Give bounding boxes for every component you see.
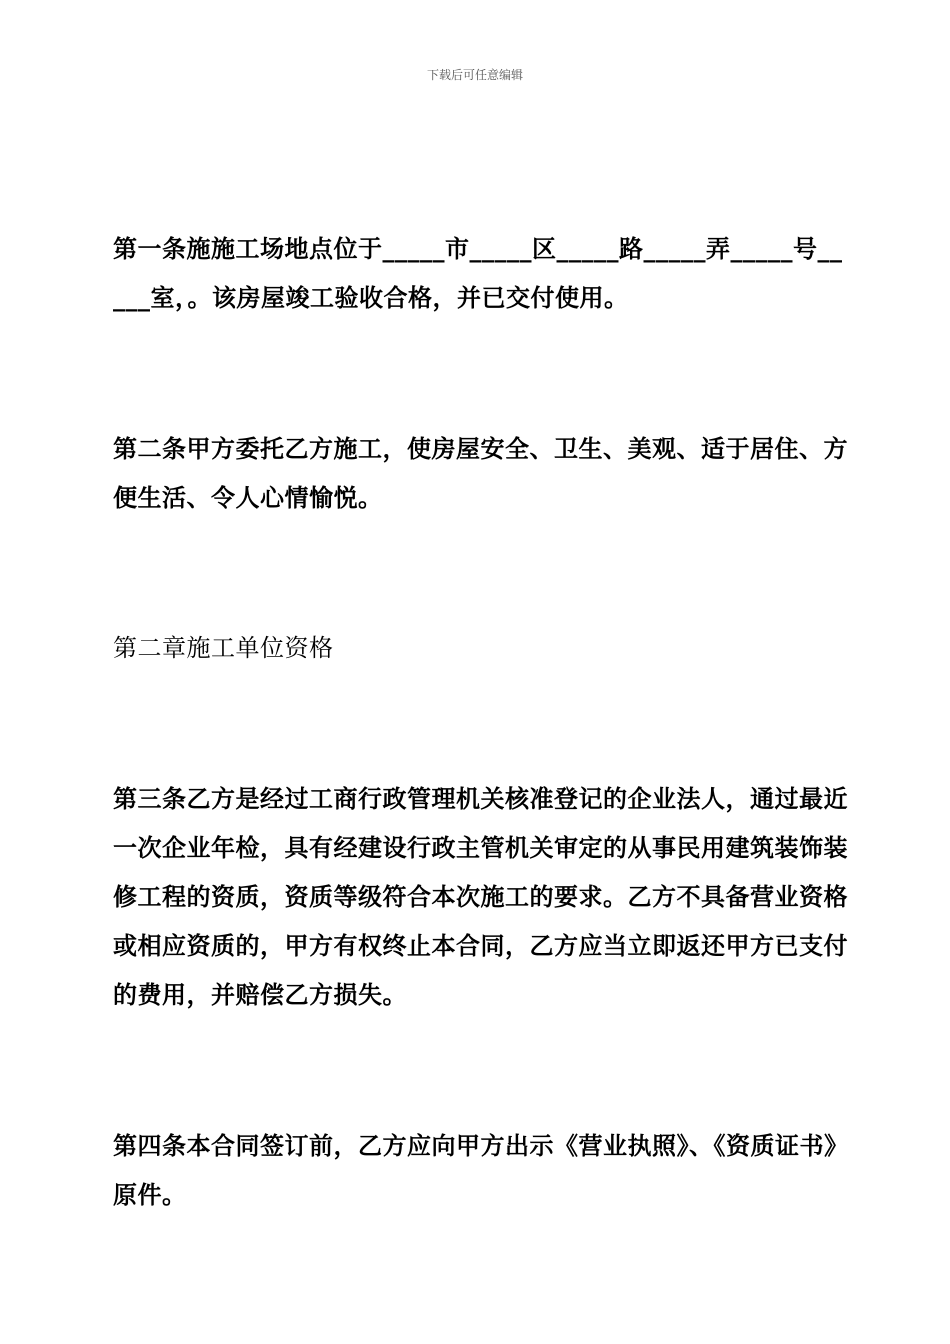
article-3-paragraph: 第三条乙方是经过工商行政管理机关核准登记的企业法人，通过最近一次企业年检，具有经建设行政主管机关审定的从事民用建筑装饰装修工程的资质，资质等级符合本次施工的要求。乙方不具备营业资格或相应资质的，甲方有权终止本合同，乙方应当立即返还甲方已支付的费用，并赔偿乙方损失。 [113,784,848,1009]
article-2-paragraph: 第二条甲方委托乙方施工，使房屋安全、卫生、美观、适于居住、方便生活、令人心情愉悦。 [113,434,848,512]
chapter-2-heading: 第二章施工单位资格 [113,634,334,662]
header-note: 下载后可任意编辑 [426,68,523,82]
article-1-paragraph: 第一条施施工场地点位于_____市_____区_____路_____弄_____号_____室，。该房屋竣工验收合格，并已交付使用。 [113,234,843,312]
article-4-paragraph: 第四条本合同签订前，乙方应向甲方出示《营业执照》、《资质证书》原件。 [113,1131,849,1209]
